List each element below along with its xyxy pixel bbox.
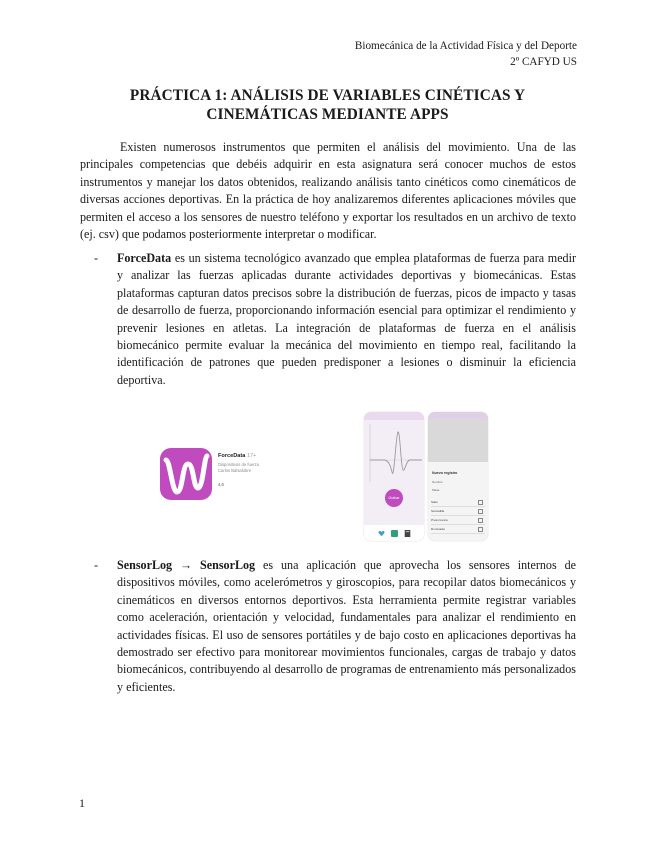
forcedata-screenshot-form xyxy=(428,412,488,541)
app-name-forcedata: ForceData xyxy=(117,251,172,265)
list-icon[interactable] xyxy=(391,530,398,537)
app-name-sensorlog: SensorLog xyxy=(117,558,173,572)
running-header xyxy=(355,38,577,70)
heart-icon[interactable] xyxy=(378,530,385,537)
sensorlog-description xyxy=(117,557,576,696)
arrow-symbol: → xyxy=(172,558,200,572)
form-row[interactable]: Salto xyxy=(431,498,485,507)
forcedata-screenshot-graph xyxy=(364,412,424,541)
page-number: 1 xyxy=(79,796,85,810)
app-tile-rating: 4,6 xyxy=(218,482,224,487)
form-row[interactable]: Sentadilla xyxy=(431,507,485,516)
forcedata-logo-icon xyxy=(160,448,212,500)
sensorlog-text: es una aplicación que aprovecha los sensores internos de dispositivos móviles, como acelerómetros y giroscopios, para recopilar datos biomecánicos y cinemáticos en diversos entornos deportivos. Esta herramienta permite registrar variables como aceleración, orientación y velocidad, fundamentales para analizar el rendimiento en actividades físicas. El uso de sensores portátiles y de bajo costo en aplicaciones deportivas ha demostrado ser efectivo para monitorear movimientos funcionales, cargas de trabajo y datos biomecánicos, contribuyendo al desarrollo de programas de entrenamiento más personalizados y eficientes. xyxy=(117,558,576,694)
record-button[interactable]: Grabar xyxy=(385,489,403,507)
form-row[interactable]: Dominada xyxy=(431,525,485,534)
forcedata-app-tile xyxy=(160,448,259,506)
forcedata-description xyxy=(117,250,576,389)
form-header-image xyxy=(428,412,488,462)
app-tile-category: Dispositivos de fuerza xyxy=(218,462,259,467)
forcedata-text: es un sistema tecnológico avanzado que emplea plataformas de fuerza para medir y analizar las fuerzas aplicadas durante actividades deportivas y biomecánicas. Estas plataformas capturan datos precisos sobre la distribución de fuerzas, picos de impacto y tasas de desarrollo de fuerza, proporcionando información esencial para optimizar el rendimiento y prevenir lesiones en atletas. La integración de plataformas de fuerza en el análisis biomecánico permite evaluar la mecánica del movimiento en tiempo real, facilitando la identificación de patrones que pueden predisponer a lesiones o disminuir la eficiencia deportiva. xyxy=(117,251,576,387)
form-title: Nuevo registro xyxy=(432,471,458,475)
form-row[interactable]: Press banca xyxy=(431,516,485,525)
tab-bar xyxy=(364,525,424,541)
app-tile-developer: Carlos Balsalobre xyxy=(218,468,252,473)
status-bar xyxy=(364,412,424,420)
intro-paragraph: Existen numerosos instrumentos que permiten el análisis del movimiento. Una de las principales competencias que debéis adquirir en esta asignatura será conocer muchos de estos instrumentos y manejar los datos obtenidos, realizando análisis tanto cinéticos como cinemáticos de diversas acciones deportivas. En la práctica de hoy analizaremos diferentes aplicaciones móviles que permiten el acceso a los sensores de nuestro teléfono y exportar los resultados en un archivo de texto (ej. csv) que podamos posteriormente interpretar o modificar. xyxy=(80,140,576,242)
page-title: PRÁCTICA 1: ANÁLISIS DE VARIABLES CINÉTICAS Y CINEMÁTICAS MEDIANTE APPS xyxy=(129,87,526,123)
list-item-sensorlog xyxy=(80,557,576,696)
app-name-sensorlog-link: SensorLog xyxy=(200,558,256,572)
list-item-forcedata xyxy=(80,250,576,389)
form-field-mass[interactable]: Masa xyxy=(432,488,440,492)
app-tile-name: ForceData 17+ xyxy=(218,453,257,459)
header-course: Biomecánica de la Actividad Física y del Deporte xyxy=(354,40,577,52)
list-dash: - xyxy=(94,251,99,265)
form-field-name[interactable]: Nombre xyxy=(432,480,443,484)
force-curve-chart xyxy=(364,420,424,486)
list-dash: - xyxy=(94,558,99,572)
header-group: 2º CAFYD US xyxy=(510,56,577,68)
document-icon[interactable] xyxy=(404,530,411,537)
